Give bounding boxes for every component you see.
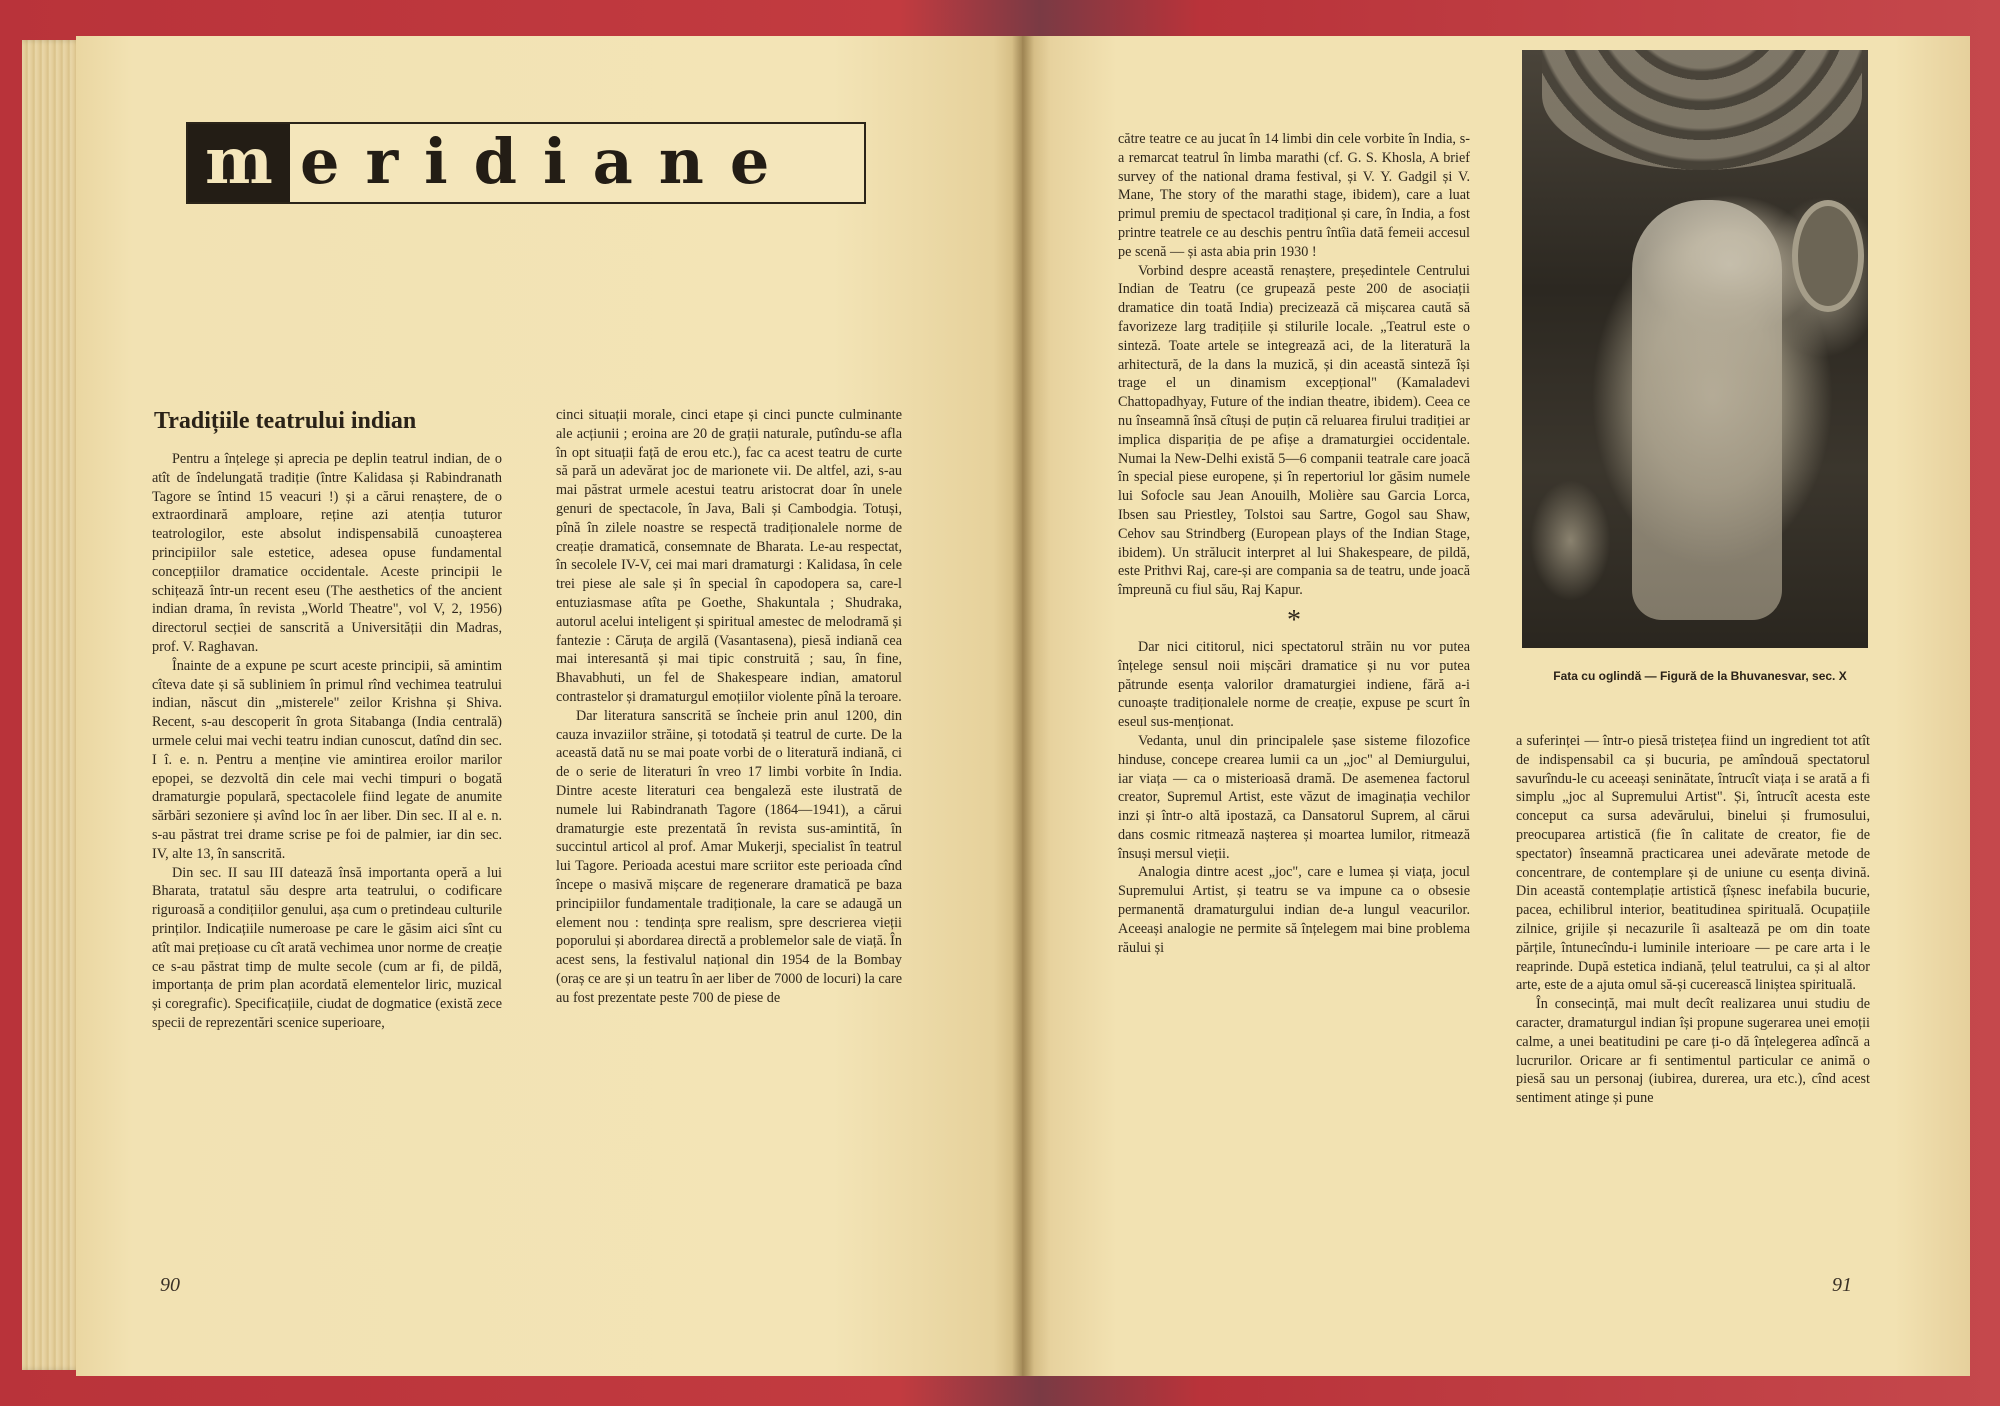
section-separator: * xyxy=(1287,604,1301,636)
paragraph: Din sec. II sau III datează însă importanta operă a lui Bharata, tratatul său despre arta teatrului, o codificare riguroasă a condițiilor genului, așa cum o pretindeau culturile prinților. Indicațiile numeroase pe care le găsim aici sînt cu atît mai prețioase cu cît arată vechimea unor norme de creație ce s-au păstrat timp de multe secole (cum ar fi, de pildă, importanța de prim plan acordată elementelor liric, muzical și coregrafic). Specificațiile, ciudat de dogmatice (există zece specii de reprezentări scenice superioare, xyxy=(152,864,502,1031)
text-column-1 xyxy=(152,450,502,1033)
paragraph: Vorbind despre această renaștere, președintele Centrului Indian de Teatru (ce grupează peste 200 de asociații dramatice din toată India) precizează că mișcarea caută să favorizeze larg tradițiile și stilurile locale. „Teatrul este o sinteză. Toate artele se integrează aci, de la literatură la arhitectură, de la dans la muzică, și din această sinteză își trage el un dinamism excepțional" (Kamaladevi Chattopadhyay, Future of the indian theatre, ibidem). Ceea ce nu înseamnă însă cîtuși de puțin că reluarea firului tradiției ar implica dispariția de pe afișe a dramaturgiei occidentale. Numai la New-Delhi există 5—6 companii teatrale care joacă în special piese europene, și în repertoriul lor găsim numele lui Sofocle sau Jean Anouilh, Molière sau Garcia Lorca, Ibsen sau Priestley, Tolstoi sau Sartre, Gogol sau Shaw, Cehov sau Strindberg (European plays of the Indian Stage, ibidem). Un strălucit interpret al lui Shakespeare, de pildă, este Prithvi Raj, care-și are compania sa de teatru, unde joacă împreună cu fiul său, Raj Kapur. xyxy=(1118,262,1470,599)
page-number-left: 90 xyxy=(160,1274,180,1296)
text-column-2 xyxy=(556,406,902,1008)
photo-figure xyxy=(1632,200,1782,620)
paragraph: Dar literatura sanscrită se încheie prin anul 1200, din cauza invaziilor străine, și totodată și teatrul de curte. De la această dată nu se mai poate vorbi de o literatură indiană, ci de o serie de literaturi în vreo 17 limbi vorbite în India. Dintre aceste literaturi cea bengaleză este ilustrată de numele lui Rabindranath Tagore (1864—1941), a cărui dramaturgie este prezentată în revista sus-amintită, în succintul articol al prof. Amar Mukerji, specialist în teatrul lui Tagore. Perioada acestui mare scriitor este perioada cînd începe o masivă mișcare de regenerare dramatică pe baza principiilor fundamentale tradiționale, la care se adaugă un element nou : tendința spre realism, spre descrierea vieții poporului și abordarea directă a problemelor sale de viață. În acest sens, la festivalul național din 1954 de la Bombay (oraș ce are și un teatru în aer liber de 7000 de locuri) la care au fost prezentate peste 700 de piese de xyxy=(556,707,902,1006)
section-masthead xyxy=(186,122,866,204)
paragraph: Înainte de a expune pe scurt aceste principii, să amintim cîteva date și să subliniem în primul rînd vechimea teatrului indian, născut din „misterele" zeilor Krishna și Shiva. Recent, s-au descoperit în grota Sitabanga (India centrală) urmele celui mai vechi teatru indian cunoscut, datînd din sec. I î. e. n. Pentru a menține vie amintirea eroilor marilor epopei, se dezvoltă din cele mai vechi timpuri o bogată dramaturgie populară, spectacolele fiind legate de anumite sărbări sezoniere și avînd loc în aer liber. Din sec. II al e. n. s-au păstrat trei drame scrise pe foi de palmier, iar din sec. IV, alte 13, în sanscrită. xyxy=(152,657,502,862)
masthead-initial: m xyxy=(188,124,290,202)
page-number-right: 91 xyxy=(1832,1274,1852,1296)
paragraph: a suferinței — într-o piesă tristețea fiind un ingredient tot atît de indispensabil ca și bucuria, pe amîndouă spectatorul savurîndu-le cu aceeași seninătate, întrucît viața i se arată a fi simplu „joc al Supremului Artist". Și, întrucît acesta este conceput ca sursa adevărului, binelui și frumosului, preocuparea artistică (fie în calitate de creator, fie de spectator) înseamnă practicarea unei adevărate metode de concentrare, de contemplare și de uniune cu esența divină. Din această contemplație artistică țîșnesc inefabila bucurie, pacea, echilibrul interior, beatitudinea spirituală. Ocupațiile zilnice, grijile și necazurile îi asaltează pe om din toate părțile, întunecîndu-i luminile interioare — pe care arta i le reaprinde. După estetica indiană, țelul teatrului, ca și al altor arte, este de a ajuta omul să-și cucerească liniștea spirituală. xyxy=(1516,733,1870,994)
paragraph: către teatre ce au jucat în 14 limbi din cele vorbite în India, s-a remarcat teatrul în limba marathi (cf. G. S. Khosla, A brief survey of the national drama festival, și V. Y. Gadgil și V. Mane, The story of the marathi stage, ibidem), care a luat primul premiu de spectacol tradițional și care, în India, a fost printre teatrele ce au deschis pentru întîia dată femeii accesul pe scenă — și asta abia prin 1930 ! xyxy=(1118,131,1470,260)
article-title: Tradițiile teatrului indian xyxy=(154,408,417,434)
paragraph: Dar nici cititorul, nici spectatorul străin nu vor putea înțelege sensul noii mișcări dramatice și nu vor putea pătrunde esența valorilor dramaturgiei indiene, fără a-i cunoaște tradiționalele norme de creație, expuse pe scurt în eseul sus-menționat. xyxy=(1118,638,1470,731)
paragraph: Vedanta, unul din principalele șase sisteme filozofice hinduse, concepe crearea lumii ca un „joc" al Demiurgului, iar viața — ca o misterioasă dramă. De asemenea factorul creator, Supremul Artist, este văzut de imaginația vechilor inzi și într-o altă ipostază, ca Dansatorul Suprem, al cărui dans cosmic ritmează nașterea și moartea lumilor, ritmează însuși mersul vieții. xyxy=(1118,732,1470,862)
photo-arch xyxy=(1542,50,1862,170)
book-gutter xyxy=(1012,36,1034,1376)
paragraph: În consecință, mai mult decît realizarea unui studiu de caracter, dramaturgul indian își propune sugerarea unei emoții calme, a unei beatitudini pe care ți-o dă înțelegerea adîncă a lucrurilor. Oricare ar fi sentimentul particular ce animă o piesă sau un personaj (iubirea, durerea, ura etc.), cînd acest sentiment atinge și pune xyxy=(1516,996,1870,1107)
text-column-4 xyxy=(1516,732,1870,1108)
paragraph: Analogia dintre acest „joc", care e lumea și viața, jocul Supremului Artist, și teatru se va impune ca o obsesie permanentă dramaturgului indian de-a lungul veacurilor. Aceeași analogie ne permite să înțelegem mai bine problema răului și xyxy=(1118,864,1470,956)
photo-mirror xyxy=(1792,200,1864,312)
sculpture-photo xyxy=(1522,50,1868,648)
paragraph: cinci situații morale, cinci etape și cinci puncte culminante ale acțiunii ; eroina are 20 de grații naturale, putîndu-se afla în opt situații față de erou etc.), fac ca acest teatru de curte să pară un adevărat joc de marionete vii. De altfel, azi, s-au mai păstrat urmele acestui teatru aristocrat doar în unele genuri de spectacole, în Java, Bali și Cambodgia. Totuși, pînă în zilele noastre se respectă tradiționalele norme de creație dramatică, consemnate de Bharata. Le-au respectat, în secolele IV-V, cei mai mari dramaturgi : Kalidasa, în cele trei piese ale sale și în special în capodopera sa, care-l entuziasmase atîta pe Goethe, Shakuntala ; Shudraka, autorul acelui inteligent și spiritual amestec de melodramă și fantezie : Căruța de argilă (Vasantasena), piesă indiană cea mai interesantă și mai tipic construită ; sau, în fine, Bhavabhuti, un fel de Shakespeare indian, amatorul contrastelor și dramaturgul emoțiilor violente pînă la teroare. xyxy=(556,407,902,705)
paragraph: Pentru a înțelege și aprecia pe deplin teatrul indian, de o atît de îndelungată tradiție (între Kalidasa și Rabindranath Tagore se întind 15 veacuri !) și a cărui renaștere, de o extraordinară amploare, reține azi atenția tuturor teatrologilor, este absolut indispensabilă cunoașterea principiilor sale estetice, adesea opuse fundamental concepțiilor dramatice occidentale. Aceste principii le schițează într-un recent eseu (The aesthetics of the ancient indian drama, în revista „World Theatre", vol V, 2, 1956) directorul secției de sanscrită a Universității din Madras, prof. V. Raghavan. xyxy=(152,451,502,655)
masthead-word: eridiane xyxy=(300,125,796,198)
text-column-3 xyxy=(1118,130,1470,957)
photo-caption: Fata cu oglindă — Figură de la Bhuvanesvar, sec. X xyxy=(1553,669,1847,683)
